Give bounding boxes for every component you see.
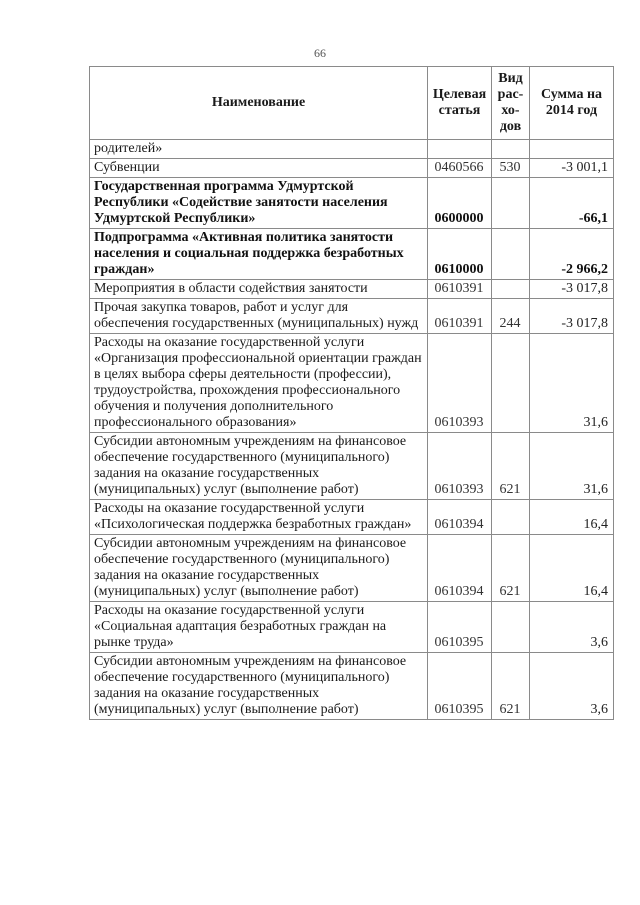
row-name: Субвенции (90, 159, 428, 178)
row-expense-type: 244 (492, 299, 530, 334)
table-row (90, 280, 614, 299)
row-code: 0600000 (428, 178, 492, 229)
table-row (90, 178, 614, 229)
table-row (90, 334, 614, 433)
page-number: 66 (314, 46, 326, 60)
table-row (90, 602, 614, 653)
row-sum: -3 017,8 (530, 280, 614, 299)
table-row (90, 535, 614, 602)
row-code: 0610395 (428, 653, 492, 720)
row-code: 0610393 (428, 334, 492, 433)
row-expense-type (492, 602, 530, 653)
row-expense-type: 530 (492, 159, 530, 178)
table-row (90, 299, 614, 334)
table-row (90, 653, 614, 720)
row-sum (530, 140, 614, 159)
table-header-row (90, 67, 614, 140)
row-sum: 16,4 (530, 535, 614, 602)
row-name: Субсидии автономным учреждениям на финансовое обеспечение государственного (муниципального) задания на оказание государственных (муниципальных) услуг (выполнение работ) (90, 653, 428, 720)
budget-table (89, 66, 614, 720)
row-code: 0610393 (428, 433, 492, 500)
row-name: Расходы на оказание государственной услуги «Психологическая поддержка безработных граждан» (90, 500, 428, 535)
row-expense-type (492, 280, 530, 299)
row-expense-type (492, 140, 530, 159)
row-expense-type: 621 (492, 653, 530, 720)
row-name: Государственная программа Удмуртской Республики «Содействие занятости населения Удмуртской Республики» (90, 178, 428, 229)
table-row (90, 500, 614, 535)
row-code: 0610394 (428, 500, 492, 535)
row-sum: 16,4 (530, 500, 614, 535)
row-name: родителей» (90, 140, 428, 159)
row-code: 0460566 (428, 159, 492, 178)
table-row (90, 229, 614, 280)
table-row (90, 159, 614, 178)
row-name: Мероприятия в области содействия занятости (90, 280, 428, 299)
row-name: Субсидии автономным учреждениям на финансовое обеспечение государственного (муниципального) задания на оказание государственных (муниципальных) услуг (выполнение работ) (90, 535, 428, 602)
row-name: Прочая закупка товаров, работ и услуг для обеспечения государственных (муниципальных) нужд (90, 299, 428, 334)
row-sum: 31,6 (530, 433, 614, 500)
header-code: Целевая статья (428, 67, 492, 140)
row-expense-type (492, 334, 530, 433)
row-code: 0610391 (428, 299, 492, 334)
row-code: 0610391 (428, 280, 492, 299)
row-name: Подпрограмма «Активная политика занятости населения и социальная поддержка безработных граждан» (90, 229, 428, 280)
header-expense-type: Вид рас-хо-дов (492, 67, 530, 140)
header-name: Наименование (90, 67, 428, 140)
row-code: 0610394 (428, 535, 492, 602)
table-row (90, 433, 614, 500)
table-row (90, 140, 614, 159)
row-sum: -3 017,8 (530, 299, 614, 334)
row-code: 0610000 (428, 229, 492, 280)
row-sum: -3 001,1 (530, 159, 614, 178)
row-code: 0610395 (428, 602, 492, 653)
row-sum: -2 966,2 (530, 229, 614, 280)
row-sum: -66,1 (530, 178, 614, 229)
row-sum: 3,6 (530, 602, 614, 653)
row-expense-type (492, 500, 530, 535)
row-name: Субсидии автономным учреждениям на финансовое обеспечение государственного (муниципального) задания на оказание государственных (муниципальных) услуг (выполнение работ) (90, 433, 428, 500)
header-sum: Сумма на 2014 год (530, 67, 614, 140)
row-expense-type: 621 (492, 433, 530, 500)
row-code (428, 140, 492, 159)
row-sum: 31,6 (530, 334, 614, 433)
row-name: Расходы на оказание государственной услуги «Организация профессиональной ориентации граждан в целях выбора сферы деятельности (профессии), трудоустройства, прохождения профессионального обучения и получения дополнительного профессионального образования» (90, 334, 428, 433)
row-expense-type (492, 178, 530, 229)
row-expense-type: 621 (492, 535, 530, 602)
row-sum: 3,6 (530, 653, 614, 720)
row-expense-type (492, 229, 530, 280)
row-name: Расходы на оказание государственной услуги «Социальная адаптация безработных граждан на рынке труда» (90, 602, 428, 653)
